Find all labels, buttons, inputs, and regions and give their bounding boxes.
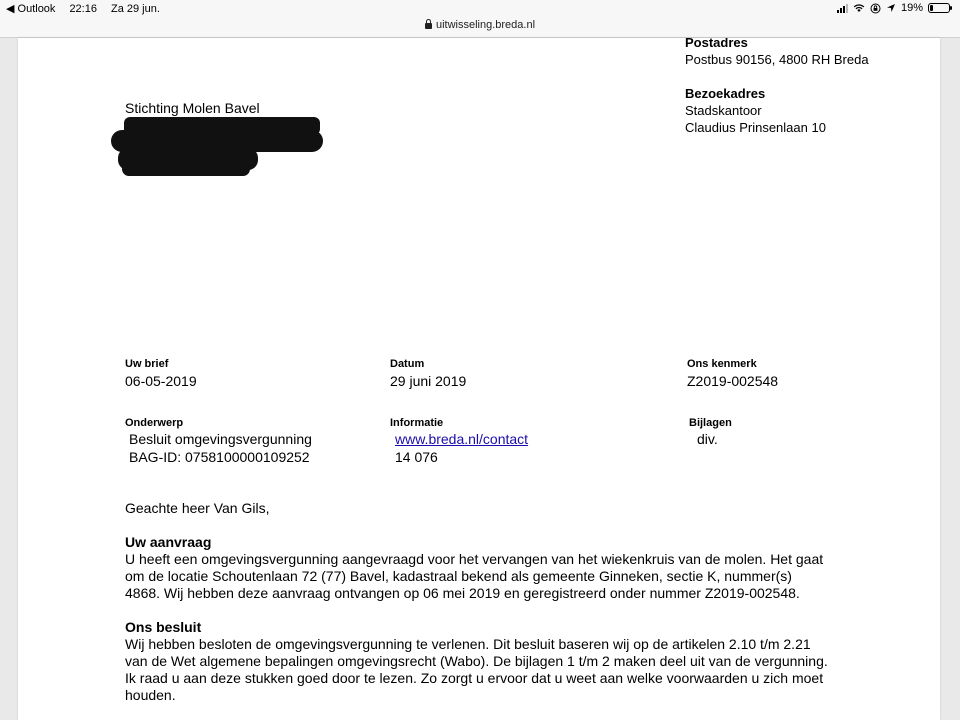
paragraph-line: Ik raad u aan deze stukken goed door te lezen. Zo zorgt u ervoor dat u weet aan welke voorwaarden u zich moet xyxy=(125,670,824,686)
uw-brief-label: Uw brief xyxy=(125,358,169,370)
battery-icon xyxy=(928,3,950,13)
paragraph-line: Wij hebben besloten de omgevingsvergunning te verlenen. Dit besluit baseren wij op de artikelen 2.10 t/m 2.21 xyxy=(125,636,811,652)
address-bar[interactable] xyxy=(0,18,960,38)
onderwerp-line-1: Besluit omgevingsvergunning xyxy=(129,431,312,447)
location-icon xyxy=(886,3,896,13)
onderwerp-line-2: BAG-ID: 0758100000109252 xyxy=(129,449,310,465)
recipient-name: Stichting Molen Bavel xyxy=(125,100,260,116)
back-app-label: Outlook xyxy=(17,3,56,15)
bezoekadres-line-1: Stadskantoor xyxy=(685,103,762,118)
informatie-phone: 14 076 xyxy=(395,449,438,465)
letter-body xyxy=(125,500,845,704)
paragraph-line: U heeft een omgevingsvergunning aangevraagd voor het vervangen van het wiekenkruis van de molen. Het gaat xyxy=(125,551,824,567)
section-heading: Uw aanvraag xyxy=(125,534,212,550)
postadres-label: Postadres xyxy=(685,38,748,50)
salutation: Geachte heer Van Gils, xyxy=(125,500,270,516)
datum-value: 29 juni 2019 xyxy=(390,373,467,389)
sender-address-block xyxy=(685,38,869,136)
paragraph-line: om de locatie Schoutenlaan 72 (77) Bavel, kadastraal bekend als gemeente Ginneken, sectie K, nummer(s) xyxy=(125,568,792,584)
screen-lock-icon xyxy=(870,3,881,14)
status-date: Za 29 jun. xyxy=(110,2,160,15)
onderwerp-label: Onderwerp xyxy=(125,417,184,429)
battery-percentage: 19% xyxy=(900,2,923,14)
bezoekadres-line-2: Claudius Prinsenlaan 10 xyxy=(685,120,826,135)
battery-fill xyxy=(930,5,933,11)
postadres-value: Postbus 90156, 4800 RH Breda xyxy=(685,52,869,67)
paragraph-line: 4868. Wij hebben deze aanvraag ontvangen op 06 mei 2019 en geregistreerd onder nummer Z2019-002548. xyxy=(125,585,800,601)
bijlagen-value: div. xyxy=(697,431,718,447)
lock-icon xyxy=(425,23,432,29)
informatie-label: Informatie xyxy=(390,417,444,429)
recipient-address xyxy=(125,100,260,117)
url-text: uitwisseling.breda.nl xyxy=(435,19,536,31)
status-time: 22:16 xyxy=(69,2,97,15)
status-bar xyxy=(0,0,960,18)
back-to-app-button[interactable]: ◀ Outlook xyxy=(6,3,56,15)
datum-label: Datum xyxy=(390,358,425,370)
paragraph-line: van de Wet algemene bepalingen omgevingsrecht (Wabo). De bijlagen 1 t/m 2 maken deel uit van de vergunning. xyxy=(125,653,828,669)
paragraph-line: houden. xyxy=(125,687,176,703)
contact-link[interactable]: www.breda.nl/contact xyxy=(395,431,529,447)
ons-kenmerk-label: Ons kenmerk xyxy=(687,358,757,370)
document-page xyxy=(18,38,940,720)
wifi-icon xyxy=(853,3,865,13)
bezoekadres-label: Bezoekadres xyxy=(685,86,766,101)
bijlagen-label: Bijlagen xyxy=(689,417,732,429)
ons-kenmerk-value: Z2019-002548 xyxy=(687,373,779,389)
section-heading: Ons besluit xyxy=(125,619,202,635)
cellular-signal-icon xyxy=(837,3,848,13)
uw-brief-value: 06-05-2019 xyxy=(125,373,197,389)
